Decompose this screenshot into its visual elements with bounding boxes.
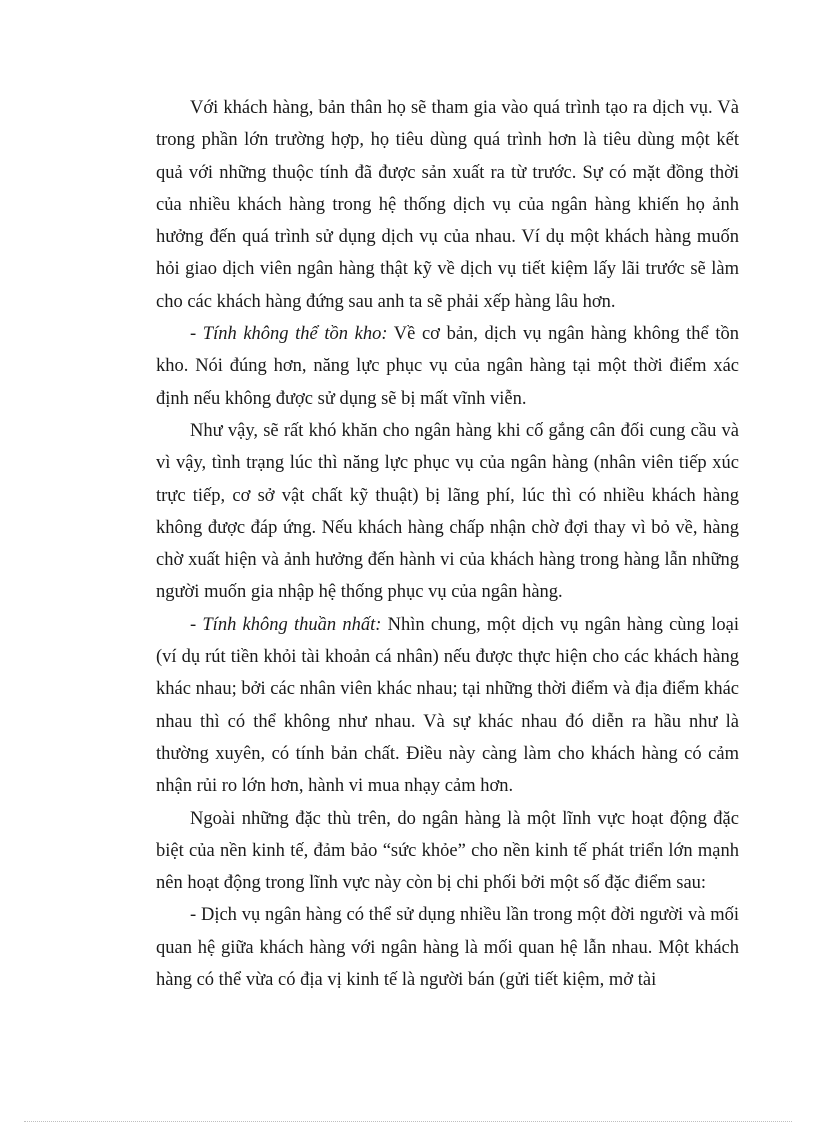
paragraph-5	[156, 803, 739, 900]
paragraph-6	[156, 899, 739, 996]
paragraph-5-text: Ngoài những đặc thù trên, do ngân hàng là một lĩnh vực hoạt động đặc biệt của nền kinh tế, đảm bảo “sức khỏe” cho nền kinh tế phát triển lớn mạnh nên hoạt động trong lĩnh vực này còn bị chi phối bởi một số đặc điểm sau:	[156, 808, 739, 894]
paragraph-1	[156, 92, 739, 318]
paragraph-4	[156, 609, 739, 803]
paragraph-1-text: Với khách hàng, bản thân họ sẽ tham gia vào quá trình tạo ra dịch vụ. Và trong phần lớn trường hợp, họ tiêu dùng quá trình hơn là tiêu dùng một kết quả với những thuộc tính đã được sản xuất ra từ trước. Sự có mặt đồng thời của nhiều khách hàng trong hệ thống dịch vụ của ngân hàng khiến họ ảnh hưởng đến quá trình sử dụng dịch vụ của nhau. Ví dụ một khách hàng muốn hỏi giao dịch viên ngân hàng thật kỹ về dịch vụ tiết kiệm lấy lãi trước sẽ làm cho các khách hàng đứng sau anh ta sẽ phải xếp hàng lâu hơn.	[156, 98, 739, 312]
paragraph-4-lead: - Tính không thuần nhất:	[190, 614, 382, 635]
paragraph-2	[156, 318, 739, 415]
paragraph-3-text: Như vậy, sẽ rất khó khăn cho ngân hàng khi cố gắng cân đối cung cầu và vì vậy, tình trạng lúc thì năng lực phục vụ của ngân hàng (nhân viên tiếp xúc trực tiếp, cơ sở vật chất kỹ thuật) bị lãng phí, lúc thì có nhiều khách hàng không được đáp ứng. Nếu khách hàng chấp nhận chờ đợi thay vì bỏ về, hàng chờ xuất hiện và ảnh hưởng đến hành vi của khách hàng trong hàng lẫn những người muốn gia nhập hệ thống phục vụ của ngân hàng.	[156, 420, 739, 603]
body-text	[156, 92, 739, 996]
paragraph-4-text: Nhìn chung, một dịch vụ ngân hàng cùng loại (ví dụ rút tiền khỏi tài khoản cá nhân) nếu được thực hiện cho các khách hàng khác nhau; bởi các nhân viên khác nhau; tại những thời điểm và địa điểm khác nhau thì có thể không như nhau. Và sự khác nhau đó diễn ra hầu như là thường xuyên, có tính bản chất. Điều này càng làm cho khách hàng có cảm nhận rủi ro lớn hơn, hành vi mua nhạy cảm hơn.	[156, 614, 739, 797]
paragraph-2-text: Về cơ bản, dịch vụ ngân hàng không thể tồn kho. Nói đúng hơn, năng lực phục vụ của ngân hàng tại một thời điểm xác định nếu không được sử dụng sẽ bị mất vĩnh viễn.	[156, 324, 739, 409]
paragraph-2-lead: - Tính không thể tồn kho:	[190, 324, 388, 345]
page-bottom-divider	[24, 1121, 792, 1122]
paragraph-6-text: - Dịch vụ ngân hàng có thể sử dụng nhiều lần trong một đời người và mối quan hệ giữa khách hàng với ngân hàng là mối quan hệ lẫn nhau. Một khách hàng có thể vừa có địa vị kinh tế là người bán (gửi tiết kiệm, mở tài	[156, 905, 739, 991]
paragraph-3	[156, 415, 739, 609]
